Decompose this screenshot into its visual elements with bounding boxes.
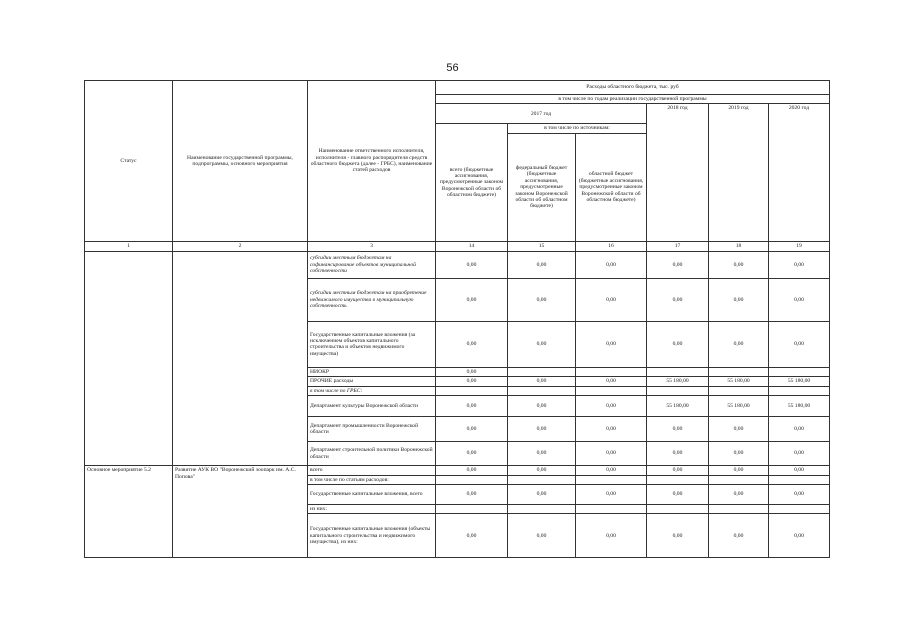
cell-value: 0,00 <box>647 466 709 475</box>
cell-value <box>436 386 508 395</box>
budget-table <box>84 80 830 558</box>
cell-value <box>576 504 647 513</box>
cell-value: 0,00 <box>709 514 769 558</box>
section-status: Основное мероприятие 5.2 <box>85 466 173 558</box>
column-number: 14 <box>436 241 508 251</box>
cell-value: 0,00 <box>576 377 647 386</box>
cell-value: 0,00 <box>769 321 830 367</box>
cell-value: 0,00 <box>508 396 576 417</box>
row-item: всего <box>308 466 436 475</box>
header-by-years: в том числе по годам реализации государственной программы <box>436 95 830 104</box>
cell-value: 0,00 <box>769 251 830 278</box>
cell-value: 0,00 <box>508 377 576 386</box>
cell-value: 0,00 <box>709 278 769 321</box>
cell-value: 0,00 <box>576 251 647 278</box>
row-item: Департамент строительной политики Воронежской области <box>308 442 436 466</box>
cell-value: 0,00 <box>647 514 709 558</box>
cell-value <box>576 386 647 395</box>
cell-value <box>508 475 576 484</box>
cell-value: 0,00 <box>508 321 576 367</box>
cell-value: 0,00 <box>436 396 508 417</box>
cell-value: 0,00 <box>576 321 647 367</box>
table-row <box>85 466 830 475</box>
header-regional-col: областной бюджет (бюджетные ассигнования, предусмотренные законом Воронежской области об областном бюджете) <box>576 133 647 241</box>
cell-value <box>647 504 709 513</box>
cell-value: 0,00 <box>709 417 769 442</box>
cell-value: 0,00 <box>647 417 709 442</box>
status-cell-empty <box>85 251 173 465</box>
column-number: 19 <box>769 241 830 251</box>
cell-value: 0,00 <box>769 484 830 504</box>
row-item: Государственные капитальные вложения, всего <box>308 484 436 504</box>
cell-value: 0,00 <box>576 396 647 417</box>
header-year-2018: 2018 год <box>647 104 709 241</box>
row-item: субсидии местным бюджетам на софинансирование объектов муниципальной собственности <box>308 251 436 278</box>
cell-value: 0,00 <box>436 377 508 386</box>
cell-value <box>508 386 576 395</box>
cell-value: 55 180,00 <box>769 377 830 386</box>
cell-value <box>709 504 769 513</box>
cell-value: 0,00 <box>436 417 508 442</box>
page-number: 56 <box>446 62 459 74</box>
row-item: ПРОЧИЕ расходы <box>308 377 436 386</box>
column-number: 1 <box>85 241 173 251</box>
cell-value <box>769 367 830 376</box>
cell-value <box>508 504 576 513</box>
row-item: НИОКР <box>308 367 436 376</box>
cell-value <box>709 475 769 484</box>
row-item: Департамент промышленности Воронежской области <box>308 417 436 442</box>
row-item: в том числе по статьям расходов: <box>308 475 436 484</box>
cell-value: 0,00 <box>709 484 769 504</box>
cell-value: 0,00 <box>508 442 576 466</box>
cell-value <box>769 504 830 513</box>
cell-value: 0,00 <box>436 514 508 558</box>
cell-value <box>576 475 647 484</box>
cell-value: 0,00 <box>436 442 508 466</box>
table-row <box>85 251 830 278</box>
cell-value <box>436 504 508 513</box>
cell-value <box>576 367 647 376</box>
cell-value: 0,00 <box>769 514 830 558</box>
header-federal-col: федеральный бюджет (бюджетные ассигнования, предусмотренные законом Воронежской области об областном бюджете) <box>508 133 576 241</box>
cell-value: 0,00 <box>647 484 709 504</box>
header-budget-title: Расходы областного бюджета, тыс. руб <box>436 81 830 95</box>
cell-value: 0,00 <box>576 442 647 466</box>
cell-value: 0,00 <box>769 466 830 475</box>
cell-value: 0,00 <box>647 321 709 367</box>
cell-value: 55 180,00 <box>647 396 709 417</box>
cell-value: 0,00 <box>647 278 709 321</box>
cell-value: 0,00 <box>436 251 508 278</box>
row-item: субсидии местным бюджетам на приобретение недвижимого имущества в муниципальную собственность <box>308 278 436 321</box>
cell-value: 0,00 <box>769 417 830 442</box>
cell-value: 0,00 <box>508 417 576 442</box>
header-program-name: Наименование государственной программы, подпрограммы, основного мероприятия <box>173 81 308 242</box>
cell-value: 0,00 <box>576 417 647 442</box>
row-item: в том числе по ГРБС: <box>308 386 436 395</box>
header-by-sources: в том числе по источникам: <box>508 124 647 133</box>
cell-value <box>709 386 769 395</box>
column-number: 2 <box>173 241 308 251</box>
cell-value: 0,00 <box>769 278 830 321</box>
cell-value <box>508 367 576 376</box>
cell-value <box>709 367 769 376</box>
cell-value: 55 180,00 <box>769 396 830 417</box>
cell-value: 0,00 <box>508 484 576 504</box>
column-numbers-row <box>85 241 830 251</box>
cell-value: 0,00 <box>709 321 769 367</box>
cell-value: 0,00 <box>576 514 647 558</box>
cell-value: 0,00 <box>769 442 830 466</box>
header-year-2019: 2019 год <box>709 104 769 241</box>
column-number: 18 <box>709 241 769 251</box>
cell-value: 0,00 <box>647 251 709 278</box>
cell-value <box>647 475 709 484</box>
cell-value <box>769 475 830 484</box>
header-year-2017: 2017 год <box>436 104 647 124</box>
cell-value: 0,00 <box>709 251 769 278</box>
cell-value: 0,00 <box>576 484 647 504</box>
cell-value: 0,00 <box>709 466 769 475</box>
header-executor-name: Наименование ответственного исполнителя, исполнителя - главного распорядителя средств областного бюджета (далее - ГРБС), наименование статей расходов <box>308 81 436 242</box>
cell-value <box>647 386 709 395</box>
header-total-col: всего (бюджетные ассигнования, предусмотренные законом Воронежской области об областном бюджете) <box>436 124 508 241</box>
cell-value: 55 180,00 <box>709 396 769 417</box>
cell-value: 0,00 <box>647 442 709 466</box>
row-item: Департамент культуры Воронежской области <box>308 396 436 417</box>
cell-value: 0,00 <box>436 321 508 367</box>
program-cell-empty <box>173 251 308 465</box>
section-name: Развитие АУК ВО "Воронежский зоопарк им. А.С. Попова" <box>173 466 308 558</box>
cell-value <box>647 367 709 376</box>
cell-value <box>436 475 508 484</box>
row-item: Государственные капитальные вложения (за исключением объектов капитального строительства и объектов недвижимого имущества) <box>308 321 436 367</box>
cell-value: 0,00 <box>508 278 576 321</box>
cell-value: 0,00 <box>436 278 508 321</box>
column-number: 17 <box>647 241 709 251</box>
cell-value: 0,00 <box>508 466 576 475</box>
cell-value: 0,00 <box>709 442 769 466</box>
cell-value: 0,00 <box>436 484 508 504</box>
cell-value: 0,00 <box>576 466 647 475</box>
row-item: Государственные капитальные вложения (объекты капитального строительства и недвижимого имущества), из них: <box>308 514 436 558</box>
cell-value: 0,00 <box>508 514 576 558</box>
cell-value: 0,00 <box>436 367 508 376</box>
cell-value <box>769 386 830 395</box>
cell-value: 55 180,00 <box>647 377 709 386</box>
cell-value: 0,00 <box>508 251 576 278</box>
header-status: Статус <box>85 81 173 242</box>
cell-value: 0,00 <box>436 466 508 475</box>
column-number: 16 <box>576 241 647 251</box>
row-item: из них: <box>308 504 436 513</box>
cell-value: 55 180,00 <box>709 377 769 386</box>
column-number: 3 <box>308 241 436 251</box>
column-number: 15 <box>508 241 576 251</box>
cell-value: 0,00 <box>576 278 647 321</box>
header-year-2020: 2020 год <box>769 104 830 241</box>
